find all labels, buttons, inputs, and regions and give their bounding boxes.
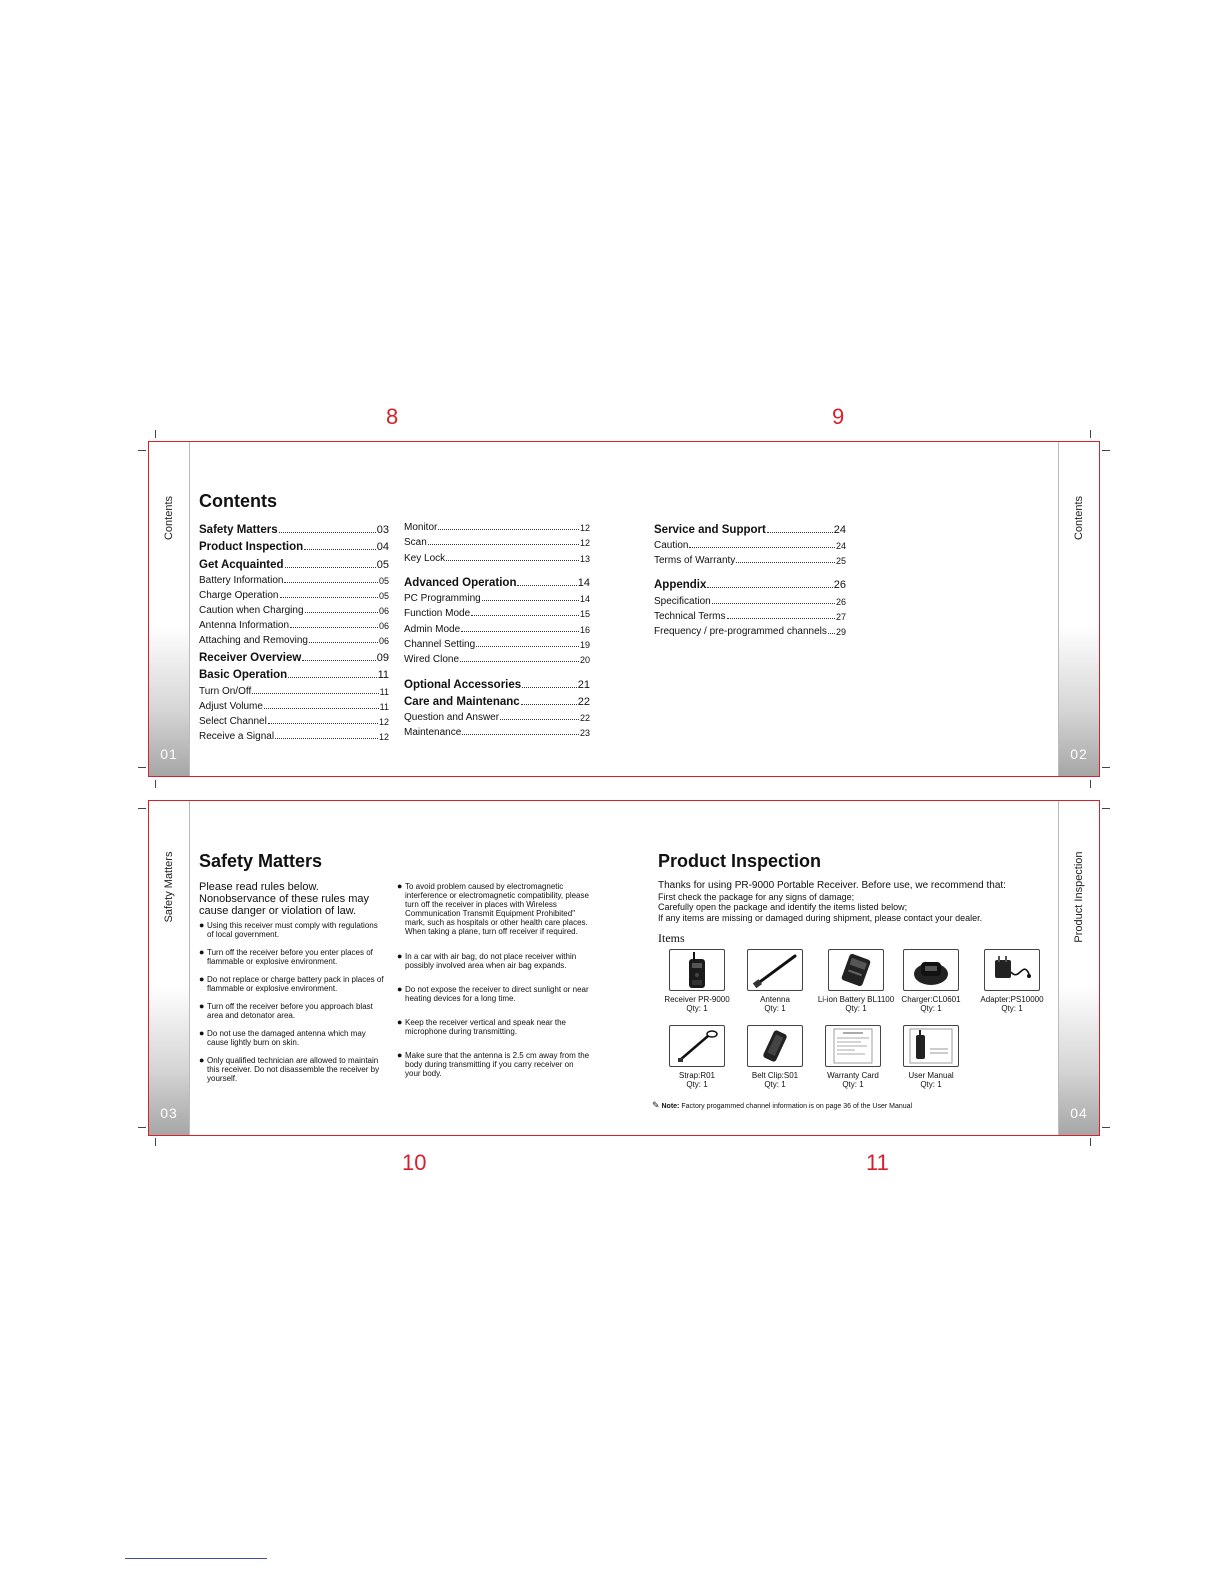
crop-mark (1090, 430, 1091, 438)
toc-subentry[interactable] (404, 650, 590, 665)
toc-page-number: 20 (579, 655, 590, 665)
item-quantity: Qty: 1 (686, 1080, 708, 1089)
strap-icon (669, 1025, 725, 1067)
receiver-icon (669, 949, 725, 991)
toc-dot-leader (476, 646, 579, 647)
toc-section-entry[interactable] (199, 664, 389, 682)
crop-mark (138, 450, 146, 451)
package-item (893, 949, 969, 1013)
toc-entry-title: Technical Terms (654, 610, 726, 622)
safety-rule-text: Do not replace or charge battery pack in places of flammable or explosive environment. (207, 975, 384, 993)
charger-icon (903, 949, 959, 991)
toc-page-number: 26 (833, 579, 846, 592)
side-tab-label: Safety Matters (163, 851, 175, 923)
item-quantity: Qty: 1 (920, 1080, 942, 1089)
crop-mark (1102, 767, 1110, 768)
toc-page-number: 24 (835, 540, 846, 551)
toc-dot-leader (689, 547, 835, 548)
item-name: Receiver PR-9000 (664, 995, 730, 1004)
toc-section-entry[interactable] (199, 553, 389, 571)
toc-section-entry[interactable] (404, 572, 590, 590)
toc-spacer (404, 564, 590, 572)
toc-entry-title: Basic Operation (199, 669, 288, 682)
safety-rule (199, 1029, 385, 1047)
toc-entry-title: Channel Setting (404, 638, 476, 650)
toc-page-number: 12 (579, 523, 590, 534)
toc-dot-leader (252, 693, 378, 694)
bullet-icon: ● (397, 1017, 403, 1027)
item-name: Adapter:PS10000 (980, 995, 1044, 1004)
toc-page-number: 05 (378, 590, 389, 601)
package-item (893, 1025, 969, 1089)
toc-entry-title: Function Mode (404, 608, 471, 620)
toc-entry-title: Appendix (654, 579, 707, 592)
toc-page-number: 12 (378, 717, 389, 727)
toc-dot-leader (517, 585, 576, 586)
note-label: Note: (661, 1103, 680, 1110)
toc-entry-title: Caution when Charging (199, 605, 304, 617)
safety-rule-text: Using this receiver must comply with regulations of local government. (207, 921, 378, 939)
toc-section-entry[interactable] (404, 673, 590, 691)
item-name: Belt Clip:S01 (751, 1071, 799, 1080)
toc-dot-leader (460, 661, 579, 662)
item-name: Li-ion Battery BL1100 (817, 995, 895, 1004)
crop-mark (1102, 808, 1110, 809)
safety-intro: Please read rules below. Nonobservance of these rules may cause danger or violation of law. (199, 881, 369, 917)
adapter-icon (984, 949, 1040, 991)
toc-entry-title: Specification (654, 595, 711, 607)
safety-rule (397, 1051, 591, 1078)
toc-entry-title: Caution (654, 539, 689, 551)
toc-entry-title: Wired Clone (404, 654, 460, 665)
toc-page-number: 21 (577, 678, 590, 691)
toc-subentry[interactable] (199, 681, 389, 696)
toc-dot-leader (462, 734, 579, 735)
toc-dot-leader (279, 532, 376, 533)
item-name: Warranty Card (827, 1071, 879, 1080)
toc-entry-title: Antenna Information (199, 620, 290, 632)
toc-entry-title: Turn On/Off (199, 685, 252, 697)
toc-dot-leader (302, 660, 375, 661)
item-name: Charger:CL0601 (901, 995, 961, 1004)
toc-dot-leader (707, 587, 832, 588)
toc-page-number: 06 (378, 636, 389, 647)
safety-rule (397, 1018, 591, 1036)
toc-subentry[interactable] (404, 548, 590, 563)
toc-entry-title: Get Acquainted (199, 558, 284, 571)
bullet-icon: ● (199, 947, 205, 957)
toc-dot-leader (471, 615, 579, 616)
toc-subentry[interactable] (199, 631, 389, 646)
bullet-icon: ● (397, 951, 403, 961)
toc-entry-title: Terms of Warranty (654, 554, 736, 566)
toc-section-entry[interactable] (654, 574, 846, 592)
toc-entry-title: Maintenance (404, 727, 462, 739)
toc-entry-title: Safety Matters (199, 523, 278, 536)
toc-subentry[interactable] (404, 589, 590, 604)
toc-column-3 (654, 518, 846, 637)
toc-page-number: 29 (835, 626, 846, 637)
toc-dot-leader (268, 723, 378, 724)
page-number-10: 10 (402, 1150, 427, 1175)
toc-dot-leader (727, 618, 835, 619)
toc-page-number: 27 (835, 611, 846, 622)
inspection-note (652, 1100, 912, 1111)
toc-dot-leader (482, 600, 579, 601)
item-quantity: Qty: 1 (1001, 1004, 1023, 1013)
toc-page-number: 22 (579, 713, 590, 724)
toc-section-entry[interactable] (199, 536, 389, 554)
toc-entry-title: Attaching and Removing (199, 635, 308, 647)
belt-clip-icon (747, 1025, 803, 1067)
safety-rule-text: To avoid problem caused by electromagnetic interference or electromagnetic compatibility, please turn off the receiver in places with Wireless Communication Transmit Equipment Prohibited" mark, such as hospitals or other health care places. When taking a plane, turn off receiver if required. (405, 882, 589, 936)
toc-subentry[interactable] (199, 586, 389, 601)
item-quantity: Qty: 1 (764, 1080, 786, 1089)
crop-mark (138, 808, 146, 809)
bullet-icon: ● (199, 974, 205, 984)
package-item (815, 949, 897, 1013)
safety-rule (397, 952, 591, 970)
toc-subentry[interactable] (404, 635, 590, 650)
toc-page-number: 14 (577, 577, 590, 590)
toc-page-number: 25 (835, 555, 846, 566)
right-side-tab (1058, 442, 1099, 776)
toc-dot-leader (304, 549, 376, 550)
toc-page-number: 26 (835, 596, 846, 607)
toc-page-number: 11 (377, 669, 389, 682)
toc-dot-leader (736, 562, 835, 563)
toc-dot-leader (461, 631, 579, 632)
package-item (971, 949, 1053, 1013)
safety-rule-text: Turn off the receiver before you approach blast area and detonator area. (207, 1002, 373, 1020)
toc-entry-title: Battery Information (199, 574, 284, 586)
contents-spread (148, 441, 1100, 777)
toc-page-number: 24 (833, 523, 846, 536)
item-quantity: Qty: 1 (845, 1004, 867, 1013)
toc-subentry[interactable] (654, 551, 846, 566)
item-quantity: Qty: 1 (764, 1004, 786, 1013)
toc-dot-leader (280, 597, 378, 598)
item-name: User Manual (908, 1071, 954, 1080)
toc-page-number: 06 (378, 606, 389, 617)
toc-subentry[interactable] (199, 712, 389, 727)
toc-page-number: 15 (579, 609, 590, 620)
left-side-tab (149, 442, 190, 776)
toc-entry-title: Key Lock (404, 552, 446, 564)
safety-rule (397, 985, 591, 1003)
bullet-icon: ● (397, 984, 403, 994)
toc-page-number: 05 (378, 575, 389, 586)
product-inspection-title: Product Inspection (658, 851, 822, 871)
toc-entry-title: Scan (404, 537, 427, 549)
toc-entry-title: Advanced Operation (404, 577, 517, 590)
package-item (815, 1025, 891, 1089)
toc-dot-leader (285, 567, 376, 568)
item-quantity: Qty: 1 (686, 1004, 708, 1013)
toc-subentry[interactable] (404, 533, 590, 548)
toc-entry-title: Admin Mode (404, 623, 461, 635)
toc-dot-leader (500, 719, 579, 720)
toc-dot-leader (446, 560, 579, 561)
toc-subentry[interactable] (199, 697, 389, 712)
package-item (737, 1025, 813, 1089)
toc-page-number: 13 (579, 553, 590, 564)
crop-mark (1102, 450, 1110, 451)
toc-subentry[interactable] (199, 616, 389, 631)
toc-dot-leader (522, 687, 577, 688)
safety-rule (199, 1002, 385, 1020)
safety-rules-column-1 (199, 921, 385, 1083)
crop-mark (155, 780, 156, 788)
crop-mark (138, 1127, 146, 1128)
toc-page-number: 12 (579, 538, 590, 549)
folio-number: 02 (1070, 746, 1088, 762)
inspection-line: If any items are missing or damaged during shipment, please contact your dealer. (658, 912, 983, 923)
toc-page-number: 19 (579, 639, 590, 650)
toc-column-1 (199, 518, 389, 742)
toc-section-entry[interactable] (199, 518, 389, 536)
toc-subentry[interactable] (199, 727, 389, 742)
toc-entry-title: Receive a Signal (199, 731, 275, 743)
toc-page-number: 06 (378, 621, 389, 632)
crop-mark (1090, 1138, 1091, 1146)
footer-rule (125, 1558, 267, 1559)
safety-inspection-spread (148, 800, 1100, 1136)
folio-number: 04 (1070, 1105, 1088, 1121)
toc-spacer (654, 566, 846, 574)
package-item (737, 949, 813, 1013)
toc-subentry[interactable] (404, 708, 590, 723)
toc-subentry[interactable] (654, 607, 846, 622)
toc-section-entry[interactable] (199, 646, 389, 664)
safety-rules-column-2 (397, 882, 591, 1078)
toc-dot-leader (309, 642, 378, 643)
safety-rule (199, 1056, 385, 1083)
safety-rule (199, 975, 385, 993)
toc-dot-leader (288, 677, 376, 678)
page-number-9: 9 (832, 404, 845, 429)
toc-dot-leader (264, 708, 379, 709)
right-side-tab (1058, 801, 1099, 1135)
bullet-icon: ● (199, 920, 205, 930)
toc-entry-title: Monitor (404, 522, 438, 534)
safety-matters-title: Safety Matters (199, 851, 323, 871)
safety-rule-text: Keep the receiver vertical and speak near the microphone during transmitting. (405, 1018, 566, 1036)
safety-rule (199, 948, 385, 966)
toc-dot-leader (438, 529, 579, 530)
toc-dot-leader (275, 738, 378, 739)
safety-rule-text: Make sure that the antenna is 2.5 cm away from the body during transmitting if you carry receiver on your body. (405, 1051, 590, 1078)
toc-page-number: 16 (579, 624, 590, 635)
toc-column-2 (404, 518, 590, 738)
toc-page-number: 11 (379, 686, 389, 697)
toc-entry-title: Charge Operation (199, 589, 279, 601)
bullet-icon: ● (199, 1001, 205, 1011)
toc-dot-leader (712, 603, 835, 604)
item-name: Strap:R01 (678, 1071, 716, 1080)
toc-dot-leader (305, 612, 378, 613)
toc-entry-title: Question and Answer (404, 712, 500, 724)
antenna-icon (747, 949, 803, 991)
toc-page-number: 03 (376, 523, 389, 536)
toc-entry-title: PC Programming (404, 593, 481, 605)
items-heading: Items (658, 931, 685, 945)
toc-entry-title: Service and Support (654, 523, 766, 536)
item-quantity: Qty: 1 (920, 1004, 942, 1013)
toc-entry-title: Care and Maintenanc (404, 696, 520, 708)
warranty-card-icon (825, 1025, 881, 1067)
toc-section-entry[interactable] (404, 691, 590, 709)
crop-mark (138, 767, 146, 768)
note-text: Factory progammed channel information is on page 36 of the User Manual (681, 1103, 913, 1110)
toc-subentry[interactable] (654, 536, 846, 551)
folio-number: 03 (160, 1105, 178, 1121)
page-number-11: 11 (866, 1150, 889, 1175)
left-side-tab (149, 801, 190, 1135)
folio-number: 01 (160, 746, 178, 762)
bullet-icon: ● (397, 1050, 403, 1060)
toc-entry-title: Adjust Volume (199, 700, 263, 712)
toc-dot-leader (828, 633, 835, 634)
toc-page-number: 11 (379, 701, 389, 712)
crop-mark (1090, 780, 1091, 788)
toc-subentry[interactable] (199, 571, 389, 586)
toc-dot-leader (290, 627, 378, 628)
item-quantity: Qty: 1 (842, 1080, 864, 1089)
side-tab-label: Contents (163, 495, 175, 541)
package-item (659, 1025, 735, 1089)
safety-rule-text: Turn off the receiver before you enter places of flammable or explosive environment. (207, 948, 373, 966)
inspection-line: Carefully open the package and identify the items listed below; (658, 902, 908, 912)
toc-page-number: 14 (579, 594, 590, 605)
user-manual-icon (903, 1025, 959, 1067)
crop-mark (1102, 1127, 1110, 1128)
bullet-icon: ● (397, 881, 403, 891)
item-name: Antenna (760, 995, 790, 1004)
toc-page-number: 12 (378, 732, 389, 743)
page-number-8: 8 (386, 404, 399, 429)
battery-icon (828, 949, 884, 991)
crop-mark (155, 1138, 156, 1146)
bullet-icon: ● (199, 1055, 205, 1065)
toc-dot-leader (428, 544, 579, 545)
toc-page-number: 05 (376, 558, 389, 571)
package-item (659, 949, 735, 1013)
safety-rule-text: Only qualified technician are allowed to maintain this receiver. Do not disassemble the receiver by yourself. (207, 1056, 380, 1083)
side-tab-label: Contents (1073, 495, 1085, 541)
contents-title: Contents (199, 491, 277, 511)
note-icon: ✎ (652, 1100, 660, 1110)
toc-page-number: 23 (579, 728, 590, 739)
toc-page-number: 09 (376, 651, 389, 664)
toc-spacer (404, 665, 590, 673)
safety-rule (397, 882, 591, 936)
toc-subentry[interactable] (654, 622, 846, 637)
toc-entry-title: Optional Accessories (404, 678, 522, 691)
toc-dot-leader (284, 582, 378, 583)
toc-entry-title: Select Channel (199, 716, 267, 727)
toc-subentry[interactable] (654, 591, 846, 606)
toc-dot-leader (521, 704, 577, 705)
toc-entry-title: Receiver Overview (199, 651, 302, 664)
toc-dot-leader (767, 532, 833, 533)
toc-page-number: 22 (577, 696, 590, 708)
toc-subentry[interactable] (404, 518, 590, 533)
toc-subentry[interactable] (199, 601, 389, 616)
inspection-line: First check the package for any signs of damage; (658, 891, 855, 902)
bullet-icon: ● (199, 1028, 205, 1038)
safety-rule-text: Do not expose the receiver to direct sunlight or near heating devices for a long time. (405, 985, 589, 1003)
toc-subentry[interactable] (404, 723, 590, 738)
crop-mark (155, 430, 156, 438)
side-tab-label: Product Inspection (1073, 851, 1085, 943)
toc-entry-title: Product Inspection (199, 541, 304, 553)
safety-rule-text: In a car with air bag, do not place receiver within possibly involved area when air bag expands. (405, 952, 577, 970)
toc-page-number: 04 (376, 541, 389, 553)
inspection-instructions (658, 881, 1038, 923)
toc-section-entry[interactable] (654, 518, 846, 536)
toc-entry-title: Frequency / pre-programmed channels (654, 625, 827, 637)
safety-rule (199, 921, 385, 939)
safety-rule-text: Do not use the damaged antenna which may cause lightly burn on skin. (207, 1029, 366, 1047)
inspection-line: Thanks for using PR-9000 Portable Receiver. Before use, we recommend that: (658, 880, 1006, 891)
toc-subentry[interactable] (404, 604, 590, 619)
toc-subentry[interactable] (404, 619, 590, 634)
